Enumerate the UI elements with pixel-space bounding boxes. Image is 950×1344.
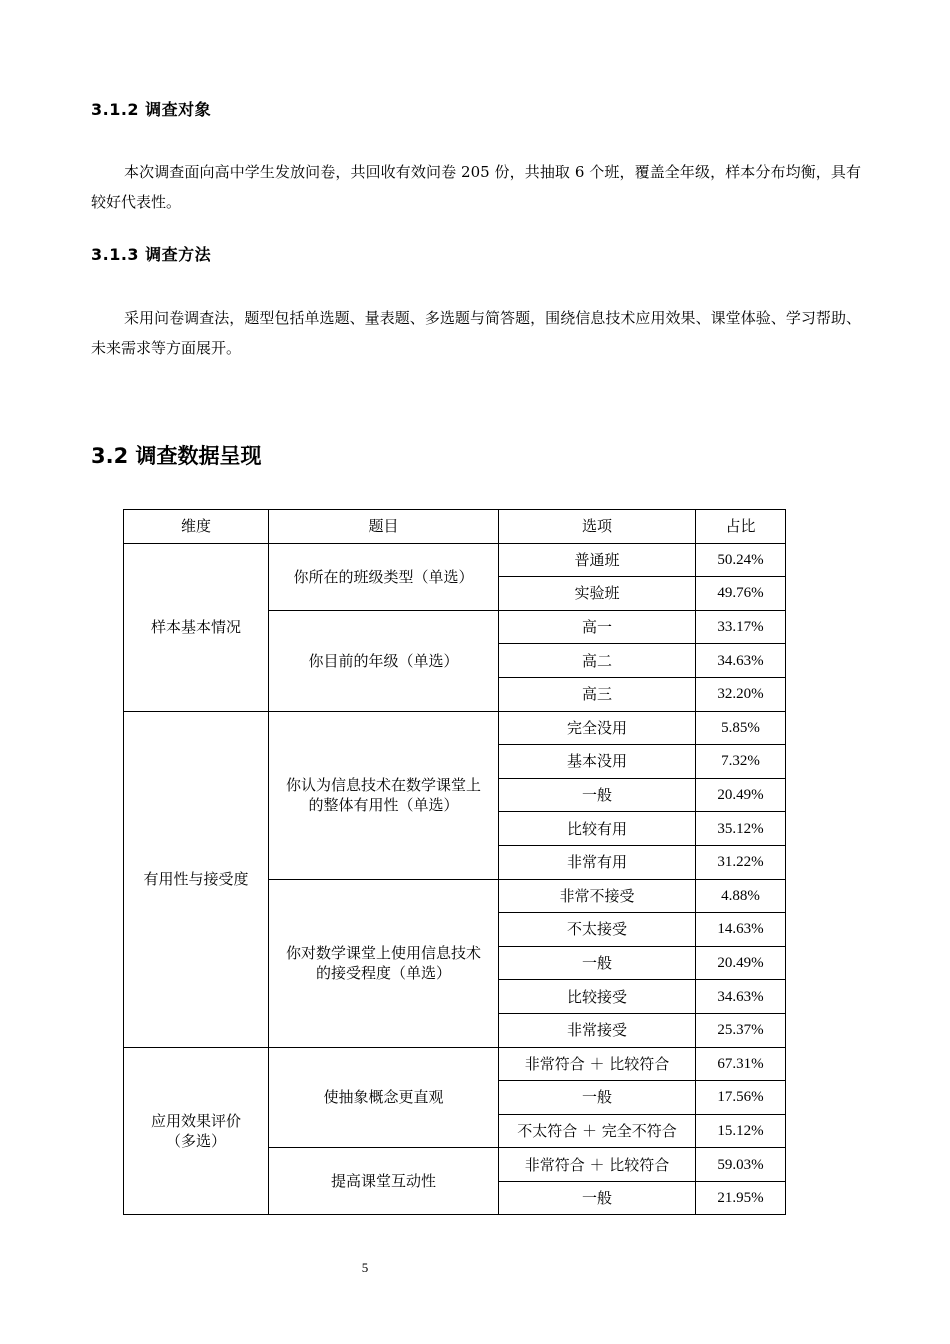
question-cell: 你对数学课堂上使用信息技术的接受程度（单选） bbox=[269, 879, 499, 1047]
option-cell: 一般 bbox=[499, 1081, 696, 1115]
option-cell: 普通班 bbox=[499, 543, 696, 577]
percentage-cell: 20.49% bbox=[696, 778, 786, 812]
option-cell: 比较有用 bbox=[499, 812, 696, 846]
option-cell: 一般 bbox=[499, 1181, 696, 1215]
percentage-cell: 4.88% bbox=[696, 879, 786, 913]
percentage-cell: 32.20% bbox=[696, 677, 786, 711]
percentage-cell: 21.95% bbox=[696, 1181, 786, 1215]
option-cell: 实验班 bbox=[499, 577, 696, 611]
question-cell: 提高课堂互动性 bbox=[269, 1148, 499, 1215]
dimension-cell: 应用效果评价（多选） bbox=[124, 1047, 269, 1215]
percentage-cell: 59.03% bbox=[696, 1148, 786, 1182]
option-cell: 非常符合 ＋ 比较符合 bbox=[499, 1148, 696, 1182]
percentage-cell: 20.49% bbox=[696, 946, 786, 980]
paragraph-survey-subjects: 本次调查面向高中学生发放问卷，共回收有效问卷 205 份，共抽取 6 个班，覆盖全年级，样本分布均衡，具有较好代表性。 bbox=[91, 163, 861, 211]
option-cell: 非常不接受 bbox=[499, 879, 696, 913]
percentage-cell: 35.12% bbox=[696, 812, 786, 846]
option-cell: 高二 bbox=[499, 644, 696, 678]
table-row bbox=[124, 543, 786, 577]
survey-data-table bbox=[123, 509, 786, 1215]
option-cell: 一般 bbox=[499, 778, 696, 812]
percentage-cell: 50.24% bbox=[696, 543, 786, 577]
section-heading-3-1-3: 3.1.3 调查方法 bbox=[91, 245, 212, 264]
option-cell: 不太符合 ＋ 完全不符合 bbox=[499, 1114, 696, 1148]
percentage-cell: 31.22% bbox=[696, 845, 786, 879]
paragraph-survey-method: 采用问卷调查法，题型包括单选题、量表题、多选题与简答题，围绕信息技术应用效果、课堂体验、学习帮助、未来需求等方面展开。 bbox=[91, 309, 861, 357]
section-heading-3-2: 3.2 调查数据呈现 bbox=[91, 444, 262, 468]
table-row bbox=[124, 1047, 786, 1081]
percentage-cell: 14.63% bbox=[696, 913, 786, 947]
option-cell: 高三 bbox=[499, 677, 696, 711]
percentage-cell: 49.76% bbox=[696, 577, 786, 611]
table-row bbox=[124, 711, 786, 745]
option-cell: 不太接受 bbox=[499, 913, 696, 947]
question-cell: 你目前的年级（单选） bbox=[269, 610, 499, 711]
percentage-cell: 34.63% bbox=[696, 980, 786, 1014]
question-cell: 你认为信息技术在数学课堂上的整体有用性（单选） bbox=[269, 711, 499, 879]
option-cell: 完全没用 bbox=[499, 711, 696, 745]
dimension-cell: 样本基本情况 bbox=[124, 543, 269, 711]
percentage-cell: 25.37% bbox=[696, 1013, 786, 1047]
percentage-cell: 33.17% bbox=[696, 610, 786, 644]
option-cell: 非常符合 ＋ 比较符合 bbox=[499, 1047, 696, 1081]
percentage-cell: 34.63% bbox=[696, 644, 786, 678]
header-option: 选项 bbox=[499, 510, 696, 544]
question-cell: 使抽象概念更直观 bbox=[269, 1047, 499, 1148]
option-cell: 基本没用 bbox=[499, 745, 696, 779]
percentage-cell: 7.32% bbox=[696, 745, 786, 779]
option-cell: 非常有用 bbox=[499, 845, 696, 879]
header-dimension: 维度 bbox=[124, 510, 269, 544]
question-cell: 你所在的班级类型（单选） bbox=[269, 543, 499, 610]
page-number: 5 bbox=[361, 1260, 369, 1275]
table-header-row bbox=[124, 510, 786, 544]
dimension-cell: 有用性与接受度 bbox=[124, 711, 269, 1047]
option-cell: 一般 bbox=[499, 946, 696, 980]
option-cell: 高一 bbox=[499, 610, 696, 644]
percentage-cell: 5.85% bbox=[696, 711, 786, 745]
header-percentage: 占比 bbox=[696, 510, 786, 544]
option-cell: 比较接受 bbox=[499, 980, 696, 1014]
percentage-cell: 15.12% bbox=[696, 1114, 786, 1148]
option-cell: 非常接受 bbox=[499, 1013, 696, 1047]
header-question: 题目 bbox=[269, 510, 499, 544]
percentage-cell: 67.31% bbox=[696, 1047, 786, 1081]
section-heading-3-1-2: 3.1.2 调查对象 bbox=[91, 100, 212, 119]
percentage-cell: 17.56% bbox=[696, 1081, 786, 1115]
